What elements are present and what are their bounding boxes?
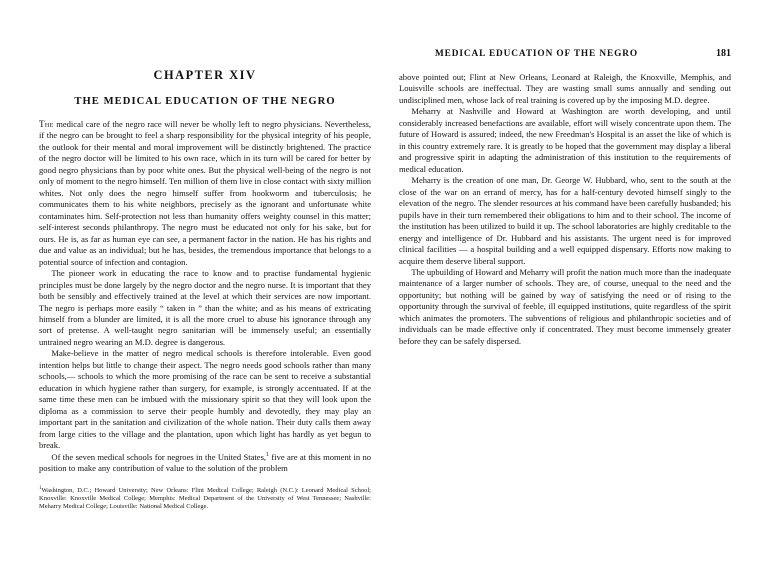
- right-column-body: [399, 72, 731, 347]
- chapter-number-heading: CHAPTER XIV: [153, 68, 257, 82]
- paragraph-text: The pioneer work in educating the race to know and to practise fundamental hygienic principles must be done largely by the negro doctor and the negro nurse. It is important that they both be sensibly and effectively trained at the level at which their services are now important. The negro is perhaps more easily “ taken in ” than the white; and as his means of extricating himself from a blunder are limited, it is all the more cruel to abuse his ignorance through any sort of pretense. A well-taught negro sanitarian will be immensely useful; an essentially untrained negro wearing an M.D. degree is dangerous.: [39, 268, 371, 347]
- paragraph-text: Meharry at Nashville and Howard at Washington are worth developing, and until considerably increased benefactions are available, effort will wisely concentrate upon them. The future of Howard is assured; indeed, the new Freedman's Hospital is an asset the like of which is in this country extremely rare. It is greatly to be hoped that the government may display a liberal and progressive spirit in adapting the administration of this institution to the requirements of medical education.: [399, 106, 731, 174]
- page-number: 181: [716, 48, 731, 59]
- paragraph: [39, 452, 371, 475]
- footnote-text: Washington, D.C.; Howard University; New Orleans: Flint Medical College; Raleigh (N.C.): Leonard Medical School; Knoxville: Knoxville Medical College; Memphis: Medical Department of the University of West Tennessee; Nashville: Meharry Medical College; Louisville: National Medical College.: [39, 487, 371, 511]
- paragraph-text: Of the seven medical schools for negroes in the United States,: [51, 451, 267, 462]
- paragraph: [39, 119, 371, 268]
- paragraph-text: The upbuilding of Howard and Meharry will profit the nation much more than the inadequate maintenance of a larger number of schools. They are, of course, unequal to the need and the opportunity; but nothing will be gained by way of satisfying the need or of rising to the opportunity through the survival of feeble, ill equipped institutions, quite regardless of the spirit which animates the promoters. The subventions of religious and philanthropic societies and of individuals can be made effective only if concentrated. They must become immensely greater before they can be safely dispersed.: [399, 266, 731, 346]
- right-text-column: [399, 0, 731, 576]
- running-head-title: MEDICAL EDUCATION OF THE NEGRO: [435, 49, 638, 59]
- paragraph: [399, 72, 731, 106]
- left-column-body: [39, 119, 371, 475]
- footnote-reference-marker[interactable]: 1: [266, 451, 270, 458]
- running-head: [399, 48, 731, 59]
- chapter-title-heading: THE MEDICAL EDUCATION OF THE NEGRO: [74, 96, 336, 107]
- paragraph-text: Make-believe in the matter of negro medical schools is therefore intolerable. Even good intention helps but little to change their aspect. The negro needs good schools rather than many schools,— schools to which the more promising of the race can be sent to receive a substantial education in which hygiene rather than surgery, for example, is strongly accentuated. If at the same time these men can be imbued with the missionary spirit so that they will look upon the diploma as a commission to serve their people humbly and devotedly, they may play an important part in the sanitation and civilization of the whole nation. Their duty calls them away from large cities to the village and the plantation, upon which light has hardly as yet begun to break.: [39, 348, 371, 451]
- paragraph: [39, 348, 371, 451]
- paragraph: [39, 268, 371, 348]
- paragraph-text: Meharry is the creation of one man, Dr. George W. Hubbard, who, sent to the south at the close of the war on an errand of mercy, has for a half-century devoted himself singly to the elevation of the negro. The slender resources at his command have been carefully husbanded; his pupils have in their turn remembered their obligations to him and to their school. The income of the institution has been utilized to build it up. The school laboratories are highly creditable to the energy and intelligence of Dr. Hubbard and his assistants. The urgent need is for improved clinical facilities — a hospital building and a well equipped dispensary. Efforts now making to acquire them deserve liberal support.: [399, 175, 731, 266]
- paragraph: [399, 106, 731, 175]
- paragraph-text: above pointed out; Flint at New Orleans, Leonard at Raleigh, the Knoxville, Memphis, and Louisville schools are ineffectual. They are wasting small sums annually and sending out undisciplined men, whose lack of real training is covered up by the imposing M.D. degree.: [399, 72, 731, 105]
- footnote-marker: 1: [39, 485, 42, 491]
- footnote-text-line: [39, 487, 371, 512]
- paragraph-text: five are at this moment in no position to make any contribution of value to the solution of the problem: [39, 451, 371, 474]
- paragraph-text: medical care of the negro race will never be wholly left to negro physicians. Nevertheless, if the negro can be brought to feel a sharp responsibility for the physical integrity of his people, the outlook for their mental and moral improvement will be distinctly brightened. The practice of the negro doctor will be limited to his own race, which in its turn will be cared for better by good negro physicians than by poor white ones. But the physical well-being of the negro is not only of moment to the negro himself. Ten million of them live in close contact with sixty million whites. Not only does the negro himself suffer from hookworm and tuberculosis; he communicates them to his white neighbors, precisely as the ignorant and unfortunate white contaminates him. Self-protection not less than humanity offers weighty counsel in this matter; self-interest seconds philanthropy. The negro must be educated not only for his sake, but for ours. He is, as far as human eye can see, a permanent factor in the nation. He has his rights and due and value as an individual; but he has, besides, the tremendous importance that belongs to a potential source of infection and contagion.: [39, 119, 371, 267]
- paragraph: [399, 175, 731, 267]
- paragraph-lead-smallcaps: The: [39, 119, 54, 129]
- paragraph: [399, 267, 731, 347]
- footnote-block: [39, 487, 371, 512]
